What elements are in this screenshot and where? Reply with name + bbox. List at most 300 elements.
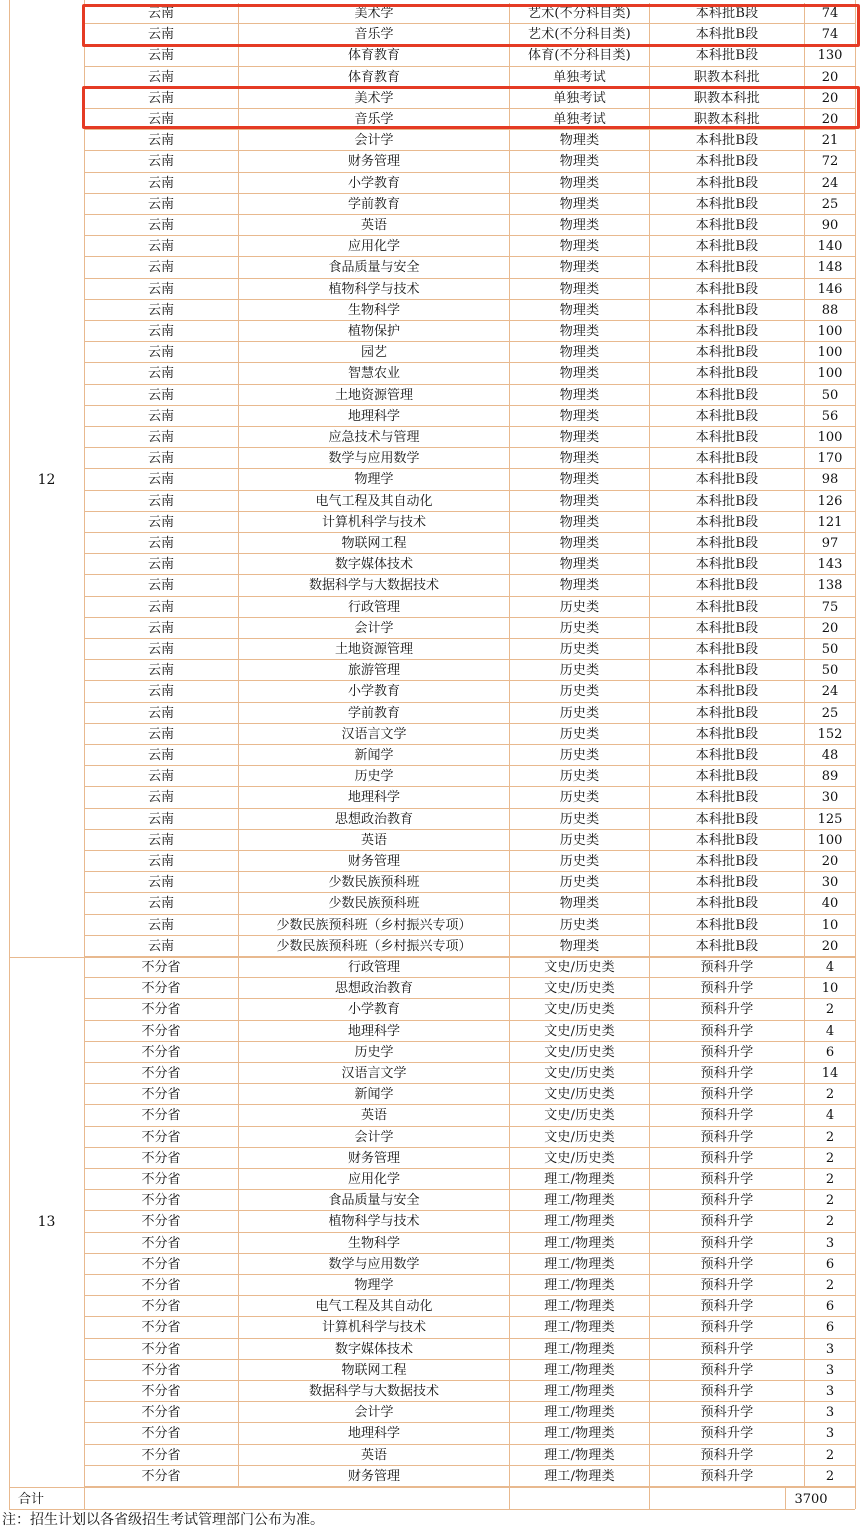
cell-count: 20 (821, 69, 839, 85)
cell-major: 少数民族预科班 (239, 872, 510, 893)
cell-count: 3 (825, 1405, 835, 1421)
cell-batch: 预科升学 (650, 1360, 805, 1381)
cell-count: 148 (817, 260, 843, 276)
cell-province: 云南 (84, 851, 239, 872)
cell-province: 云南 (84, 936, 239, 957)
cell-major: 英语 (239, 1445, 510, 1466)
cell-batch: 本科批B段 (650, 342, 805, 363)
cell-category: 历史类 (510, 618, 650, 639)
cell-major: 应用化学 (239, 236, 510, 257)
cell-batch: 本科批B段 (650, 194, 805, 215)
cell-province: 云南 (84, 915, 239, 936)
cell-category: 物理类 (510, 194, 650, 215)
table-row (84, 1339, 855, 1360)
cell-batch: 本科批B段 (650, 766, 805, 787)
cell-major: 英语 (239, 830, 510, 851)
cell-category: 历史类 (510, 724, 650, 745)
cell-batch: 本科批B段 (650, 321, 805, 342)
cell-batch: 预科升学 (650, 1317, 805, 1338)
cell-province: 云南 (84, 342, 239, 363)
cell-major: 旅游管理 (239, 660, 510, 681)
cell-category: 单独考试 (510, 67, 650, 88)
table-row (84, 936, 855, 957)
cell-major: 新闻学 (239, 745, 510, 766)
cell-major: 英语 (239, 215, 510, 236)
cell-batch: 本科批B段 (650, 893, 805, 914)
cell-batch: 本科批B段 (650, 215, 805, 236)
cell-batch: 本科批B段 (650, 681, 805, 702)
cell-province: 云南 (84, 618, 239, 639)
table-row (84, 1402, 855, 1423)
cell-major: 地理科学 (239, 1021, 510, 1042)
cell-major: 思想政治教育 (239, 809, 510, 830)
cell-count: 89 (821, 769, 839, 785)
cell-category: 艺术(不分科目类) (510, 3, 650, 24)
group-label-12: 12 (37, 472, 56, 488)
table-row (84, 67, 855, 88)
cell-major: 物理学 (239, 1275, 510, 1296)
cell-count: 48 (821, 748, 839, 763)
table-row (84, 385, 855, 406)
table-row (84, 1445, 855, 1466)
table-row (84, 1233, 855, 1254)
cell-category: 物理类 (510, 151, 650, 172)
cell-category: 文史/历史类 (510, 1063, 650, 1084)
cell-batch: 本科批B段 (650, 24, 805, 45)
cell-count: 20 (821, 112, 839, 127)
cell-major: 植物保护 (239, 321, 510, 342)
cell-count: 100 (817, 430, 843, 445)
cell-batch: 本科批B段 (650, 427, 805, 448)
cell-category: 理工/物理类 (510, 1339, 650, 1360)
cell-batch: 本科批B段 (650, 575, 805, 596)
table-border-vertical (9, 0, 10, 1509)
cell-province: 云南 (84, 660, 239, 681)
table-row (84, 597, 855, 618)
cell-count: 88 (821, 302, 839, 318)
cell-category: 历史类 (510, 830, 650, 851)
total-label: 合计 (18, 1492, 45, 1507)
cell-batch: 职教本科批 (650, 88, 805, 109)
cell-batch: 本科批B段 (650, 151, 805, 172)
table-row (84, 109, 855, 130)
cell-category: 历史类 (510, 597, 650, 618)
cell-count: 4 (825, 1023, 835, 1039)
table-border-vertical (855, 0, 856, 1509)
table-row (84, 491, 855, 512)
cell-province: 不分省 (84, 1339, 239, 1360)
cell-province: 云南 (84, 279, 239, 300)
cell-category: 历史类 (510, 809, 650, 830)
cell-category: 物理类 (510, 173, 650, 194)
cell-province: 云南 (84, 194, 239, 215)
cell-count: 2 (825, 1150, 835, 1166)
cell-category: 历史类 (510, 766, 650, 787)
cell-batch: 预科升学 (650, 1021, 805, 1042)
cell-count: 6 (825, 1299, 835, 1315)
cell-category: 历史类 (510, 703, 650, 724)
cell-province: 云南 (84, 639, 239, 660)
cell-major: 应用化学 (239, 1169, 510, 1190)
table-row (84, 1423, 855, 1444)
cell-province: 不分省 (84, 1127, 239, 1148)
cell-batch: 本科批B段 (650, 787, 805, 808)
cell-major: 小学教育 (239, 173, 510, 194)
cell-province: 云南 (84, 151, 239, 172)
cell-category: 物理类 (510, 554, 650, 575)
cell-batch: 预科升学 (650, 999, 805, 1020)
cell-category: 理工/物理类 (510, 1169, 650, 1190)
table-row (84, 279, 855, 300)
cell-category: 历史类 (510, 681, 650, 702)
cell-major: 会计学 (239, 1402, 510, 1423)
cell-count: 6 (825, 1256, 835, 1272)
cell-count: 4 (825, 960, 835, 975)
cell-province: 不分省 (84, 1317, 239, 1338)
cell-batch: 本科批B段 (650, 406, 805, 427)
cell-category: 理工/物理类 (510, 1423, 650, 1444)
cell-major: 历史学 (239, 766, 510, 787)
table-row (84, 787, 855, 808)
table-row (84, 724, 855, 745)
cell-category: 文史/历史类 (510, 999, 650, 1020)
cell-province: 云南 (84, 385, 239, 406)
cell-count: 50 (821, 663, 839, 679)
cell-batch: 本科批B段 (650, 236, 805, 257)
cell-category: 物理类 (510, 236, 650, 257)
cell-major: 食品质量与安全 (239, 1190, 510, 1211)
table-row (84, 1021, 855, 1042)
cell-major: 行政管理 (239, 597, 510, 618)
cell-major: 美术学 (239, 88, 510, 109)
cell-category: 理工/物理类 (510, 1445, 650, 1466)
table-row (84, 681, 855, 702)
table-row (84, 554, 855, 575)
cell-batch: 本科批B段 (650, 257, 805, 278)
cell-count: 4 (825, 1108, 835, 1124)
cell-count: 140 (817, 239, 843, 255)
cell-count: 100 (817, 366, 843, 382)
cell-count: 2 (825, 1193, 835, 1209)
cell-category: 文史/历史类 (510, 1127, 650, 1148)
cell-count: 50 (821, 387, 839, 403)
cell-province: 云南 (84, 893, 239, 914)
cell-major: 少数民族预科班（乡村振兴专项） (239, 915, 510, 936)
cell-count: 74 (821, 27, 839, 43)
table-row (84, 1042, 855, 1063)
cell-province: 云南 (84, 681, 239, 702)
cell-batch: 本科批B段 (650, 554, 805, 575)
cell-category: 历史类 (510, 639, 650, 660)
cell-category: 历史类 (510, 872, 650, 893)
cell-count: 100 (817, 832, 843, 848)
cell-category: 历史类 (510, 745, 650, 766)
cell-count: 97 (821, 536, 839, 551)
table-row (84, 151, 855, 172)
cell-count: 2 (825, 1129, 835, 1145)
table-row (84, 236, 855, 257)
cell-batch: 预科升学 (650, 1445, 805, 1466)
cell-province: 不分省 (84, 1466, 239, 1487)
cell-batch: 本科批B段 (650, 830, 805, 851)
cell-count: 50 (821, 642, 839, 657)
cell-province: 云南 (84, 88, 239, 109)
cell-major: 财务管理 (239, 151, 510, 172)
cell-major: 生物科学 (239, 300, 510, 321)
cell-count: 143 (817, 557, 843, 573)
cell-major: 物联网工程 (239, 1360, 510, 1381)
cell-category: 理工/物理类 (510, 1317, 650, 1338)
cell-major: 会计学 (239, 130, 510, 151)
table-row (84, 45, 855, 66)
cell-category: 物理类 (510, 575, 650, 596)
cell-batch: 本科批B段 (650, 851, 805, 872)
cell-category: 理工/物理类 (510, 1402, 650, 1423)
cell-province: 云南 (84, 67, 239, 88)
table-row (84, 618, 855, 639)
table-row (84, 766, 855, 787)
cell-batch: 职教本科批 (650, 67, 805, 88)
cell-major: 音乐学 (239, 109, 510, 130)
cell-major: 会计学 (239, 1127, 510, 1148)
cell-province: 云南 (84, 872, 239, 893)
cell-category: 单独考试 (510, 109, 650, 130)
cell-batch: 预科升学 (650, 1339, 805, 1360)
table-border-vertical (84, 0, 85, 1509)
cell-count: 126 (817, 493, 843, 509)
table-border-horizontal (9, 1509, 855, 1510)
cell-batch: 预科升学 (650, 1423, 805, 1444)
table-row (84, 660, 855, 681)
table-row (84, 1127, 855, 1148)
table-row (84, 88, 855, 109)
table-row (84, 1211, 855, 1232)
cell-batch: 本科批B段 (650, 512, 805, 533)
cell-major: 汉语言文学 (239, 1063, 510, 1084)
cell-batch: 预科升学 (650, 1254, 805, 1275)
cell-count: 125 (817, 811, 843, 827)
total-row-divider (509, 1487, 510, 1509)
cell-count: 146 (817, 281, 843, 297)
cell-batch: 本科批B段 (650, 660, 805, 681)
table-row (84, 915, 855, 936)
cell-category: 物理类 (510, 448, 650, 469)
cell-count: 30 (821, 790, 839, 806)
cell-batch: 预科升学 (650, 1148, 805, 1169)
cell-major: 园艺 (239, 342, 510, 363)
cell-batch: 本科批B段 (650, 448, 805, 469)
cell-count: 3 (825, 1384, 835, 1399)
table-row (84, 1317, 855, 1338)
cell-batch: 本科批B段 (650, 936, 805, 957)
cell-province: 云南 (84, 257, 239, 278)
cell-batch: 预科升学 (650, 1084, 805, 1105)
cell-province: 不分省 (84, 1296, 239, 1317)
cell-category: 物理类 (510, 893, 650, 914)
table-row (84, 130, 855, 151)
table-row (84, 342, 855, 363)
cell-batch: 本科批B段 (650, 279, 805, 300)
cell-count: 98 (821, 472, 839, 488)
cell-province: 不分省 (84, 1211, 239, 1232)
table-row (84, 194, 855, 215)
cell-major: 财务管理 (239, 1466, 510, 1487)
table-row (84, 1105, 855, 1126)
table-row (84, 1296, 855, 1317)
cell-batch: 预科升学 (650, 1233, 805, 1254)
footnote: 注：招生计划以各省级招生考试管理部门公布为准。 (2, 1512, 324, 1528)
cell-category: 物理类 (510, 512, 650, 533)
cell-major: 新闻学 (239, 1084, 510, 1105)
cell-province: 云南 (84, 766, 239, 787)
cell-category: 文史/历史类 (510, 1148, 650, 1169)
cell-count: 25 (821, 196, 839, 212)
cell-major: 会计学 (239, 618, 510, 639)
cell-province: 不分省 (84, 1275, 239, 1296)
cell-province: 不分省 (84, 1063, 239, 1084)
cell-major: 应急技术与管理 (239, 427, 510, 448)
cell-batch: 职教本科批 (650, 109, 805, 130)
cell-category: 理工/物理类 (510, 1233, 650, 1254)
cell-count: 25 (821, 705, 839, 721)
table-row (84, 1466, 855, 1487)
table-row (84, 999, 855, 1020)
cell-batch: 本科批B段 (650, 745, 805, 766)
table-row (84, 1254, 855, 1275)
cell-batch: 本科批B段 (650, 385, 805, 406)
total-row-divider (649, 1487, 650, 1509)
cell-major: 学前教育 (239, 703, 510, 724)
cell-province: 云南 (84, 215, 239, 236)
cell-category: 物理类 (510, 363, 650, 384)
cell-count: 152 (817, 726, 843, 742)
cell-province: 不分省 (84, 1105, 239, 1126)
table-row (84, 1169, 855, 1190)
cell-major: 数学与应用数学 (239, 1254, 510, 1275)
cell-batch: 本科批B段 (650, 597, 805, 618)
cell-province: 不分省 (84, 1445, 239, 1466)
cell-major: 食品质量与安全 (239, 257, 510, 278)
cell-category: 历史类 (510, 787, 650, 808)
cell-count: 121 (817, 514, 843, 530)
cell-province: 云南 (84, 321, 239, 342)
cell-batch: 预科升学 (650, 1402, 805, 1423)
cell-province: 云南 (84, 300, 239, 321)
cell-major: 物理学 (239, 469, 510, 490)
cell-major: 美术学 (239, 3, 510, 24)
cell-major: 地理科学 (239, 787, 510, 808)
cell-count: 10 (821, 981, 839, 997)
cell-category: 文史/历史类 (510, 1042, 650, 1063)
table-row (84, 575, 855, 596)
cell-batch: 本科批B段 (650, 130, 805, 151)
cell-batch: 预科升学 (650, 1169, 805, 1190)
cell-province: 云南 (84, 24, 239, 45)
cell-batch: 预科升学 (650, 1190, 805, 1211)
cell-province: 云南 (84, 45, 239, 66)
cell-count: 40 (821, 896, 839, 912)
table-row (84, 745, 855, 766)
cell-major: 体育教育 (239, 67, 510, 88)
cell-count: 2 (825, 1468, 835, 1484)
cell-major: 少数民族预科班（乡村振兴专项） (239, 936, 510, 957)
cell-province: 不分省 (84, 978, 239, 999)
group-label-13: 13 (37, 1214, 56, 1230)
cell-major: 小学教育 (239, 999, 510, 1020)
cell-major: 少数民族预科班 (239, 893, 510, 914)
cell-category: 物理类 (510, 491, 650, 512)
cell-batch: 预科升学 (650, 1042, 805, 1063)
cell-batch: 本科批B段 (650, 639, 805, 660)
table-row (84, 809, 855, 830)
cell-count: 100 (817, 345, 843, 361)
cell-province: 不分省 (84, 1021, 239, 1042)
cell-count: 3 (825, 1426, 835, 1442)
cell-major: 土地资源管理 (239, 639, 510, 660)
cell-province: 不分省 (84, 999, 239, 1020)
cell-province: 云南 (84, 236, 239, 257)
table-row (84, 1063, 855, 1084)
cell-province: 云南 (84, 427, 239, 448)
cell-count: 6 (825, 1044, 835, 1060)
cell-major: 数字媒体技术 (239, 554, 510, 575)
cell-count: 170 (817, 451, 843, 467)
cell-category: 文史/历史类 (510, 1021, 650, 1042)
cell-category: 理工/物理类 (510, 1466, 650, 1487)
cell-count: 24 (821, 684, 839, 700)
table-row (84, 957, 855, 978)
cell-major: 地理科学 (239, 1423, 510, 1444)
cell-category: 理工/物理类 (510, 1381, 650, 1402)
cell-province: 云南 (84, 130, 239, 151)
cell-category: 文史/历史类 (510, 1084, 650, 1105)
cell-batch: 本科批B段 (650, 809, 805, 830)
cell-count: 20 (821, 90, 839, 106)
cell-major: 智慧农业 (239, 363, 510, 384)
cell-count: 30 (821, 875, 839, 891)
cell-category: 文史/历史类 (510, 1105, 650, 1126)
table-row (84, 363, 855, 384)
cell-category: 物理类 (510, 257, 650, 278)
cell-major: 物联网工程 (239, 533, 510, 554)
cell-province: 云南 (84, 724, 239, 745)
cell-count: 3 (825, 1362, 835, 1378)
cell-province: 不分省 (84, 1042, 239, 1063)
cell-province: 云南 (84, 703, 239, 724)
table-row (84, 978, 855, 999)
cell-major: 行政管理 (239, 957, 510, 978)
table-row (84, 215, 855, 236)
cell-count: 75 (821, 599, 839, 615)
cell-count: 2 (825, 1214, 835, 1230)
cell-province: 不分省 (84, 1402, 239, 1423)
cell-batch: 预科升学 (650, 1275, 805, 1296)
cell-province: 云南 (84, 469, 239, 490)
cell-major: 计算机科学与技术 (239, 1317, 510, 1338)
cell-province: 云南 (84, 787, 239, 808)
cell-category: 物理类 (510, 342, 650, 363)
cell-province: 不分省 (84, 1148, 239, 1169)
table-row (84, 1190, 855, 1211)
table-border-horizontal (9, 957, 855, 958)
cell-category: 历史类 (510, 660, 650, 681)
cell-category: 单独考试 (510, 88, 650, 109)
cell-major: 数据科学与大数据技术 (239, 1381, 510, 1402)
table-row (84, 173, 855, 194)
table-row (84, 703, 855, 724)
table-row (84, 3, 855, 24)
cell-count: 3 (825, 1235, 835, 1251)
